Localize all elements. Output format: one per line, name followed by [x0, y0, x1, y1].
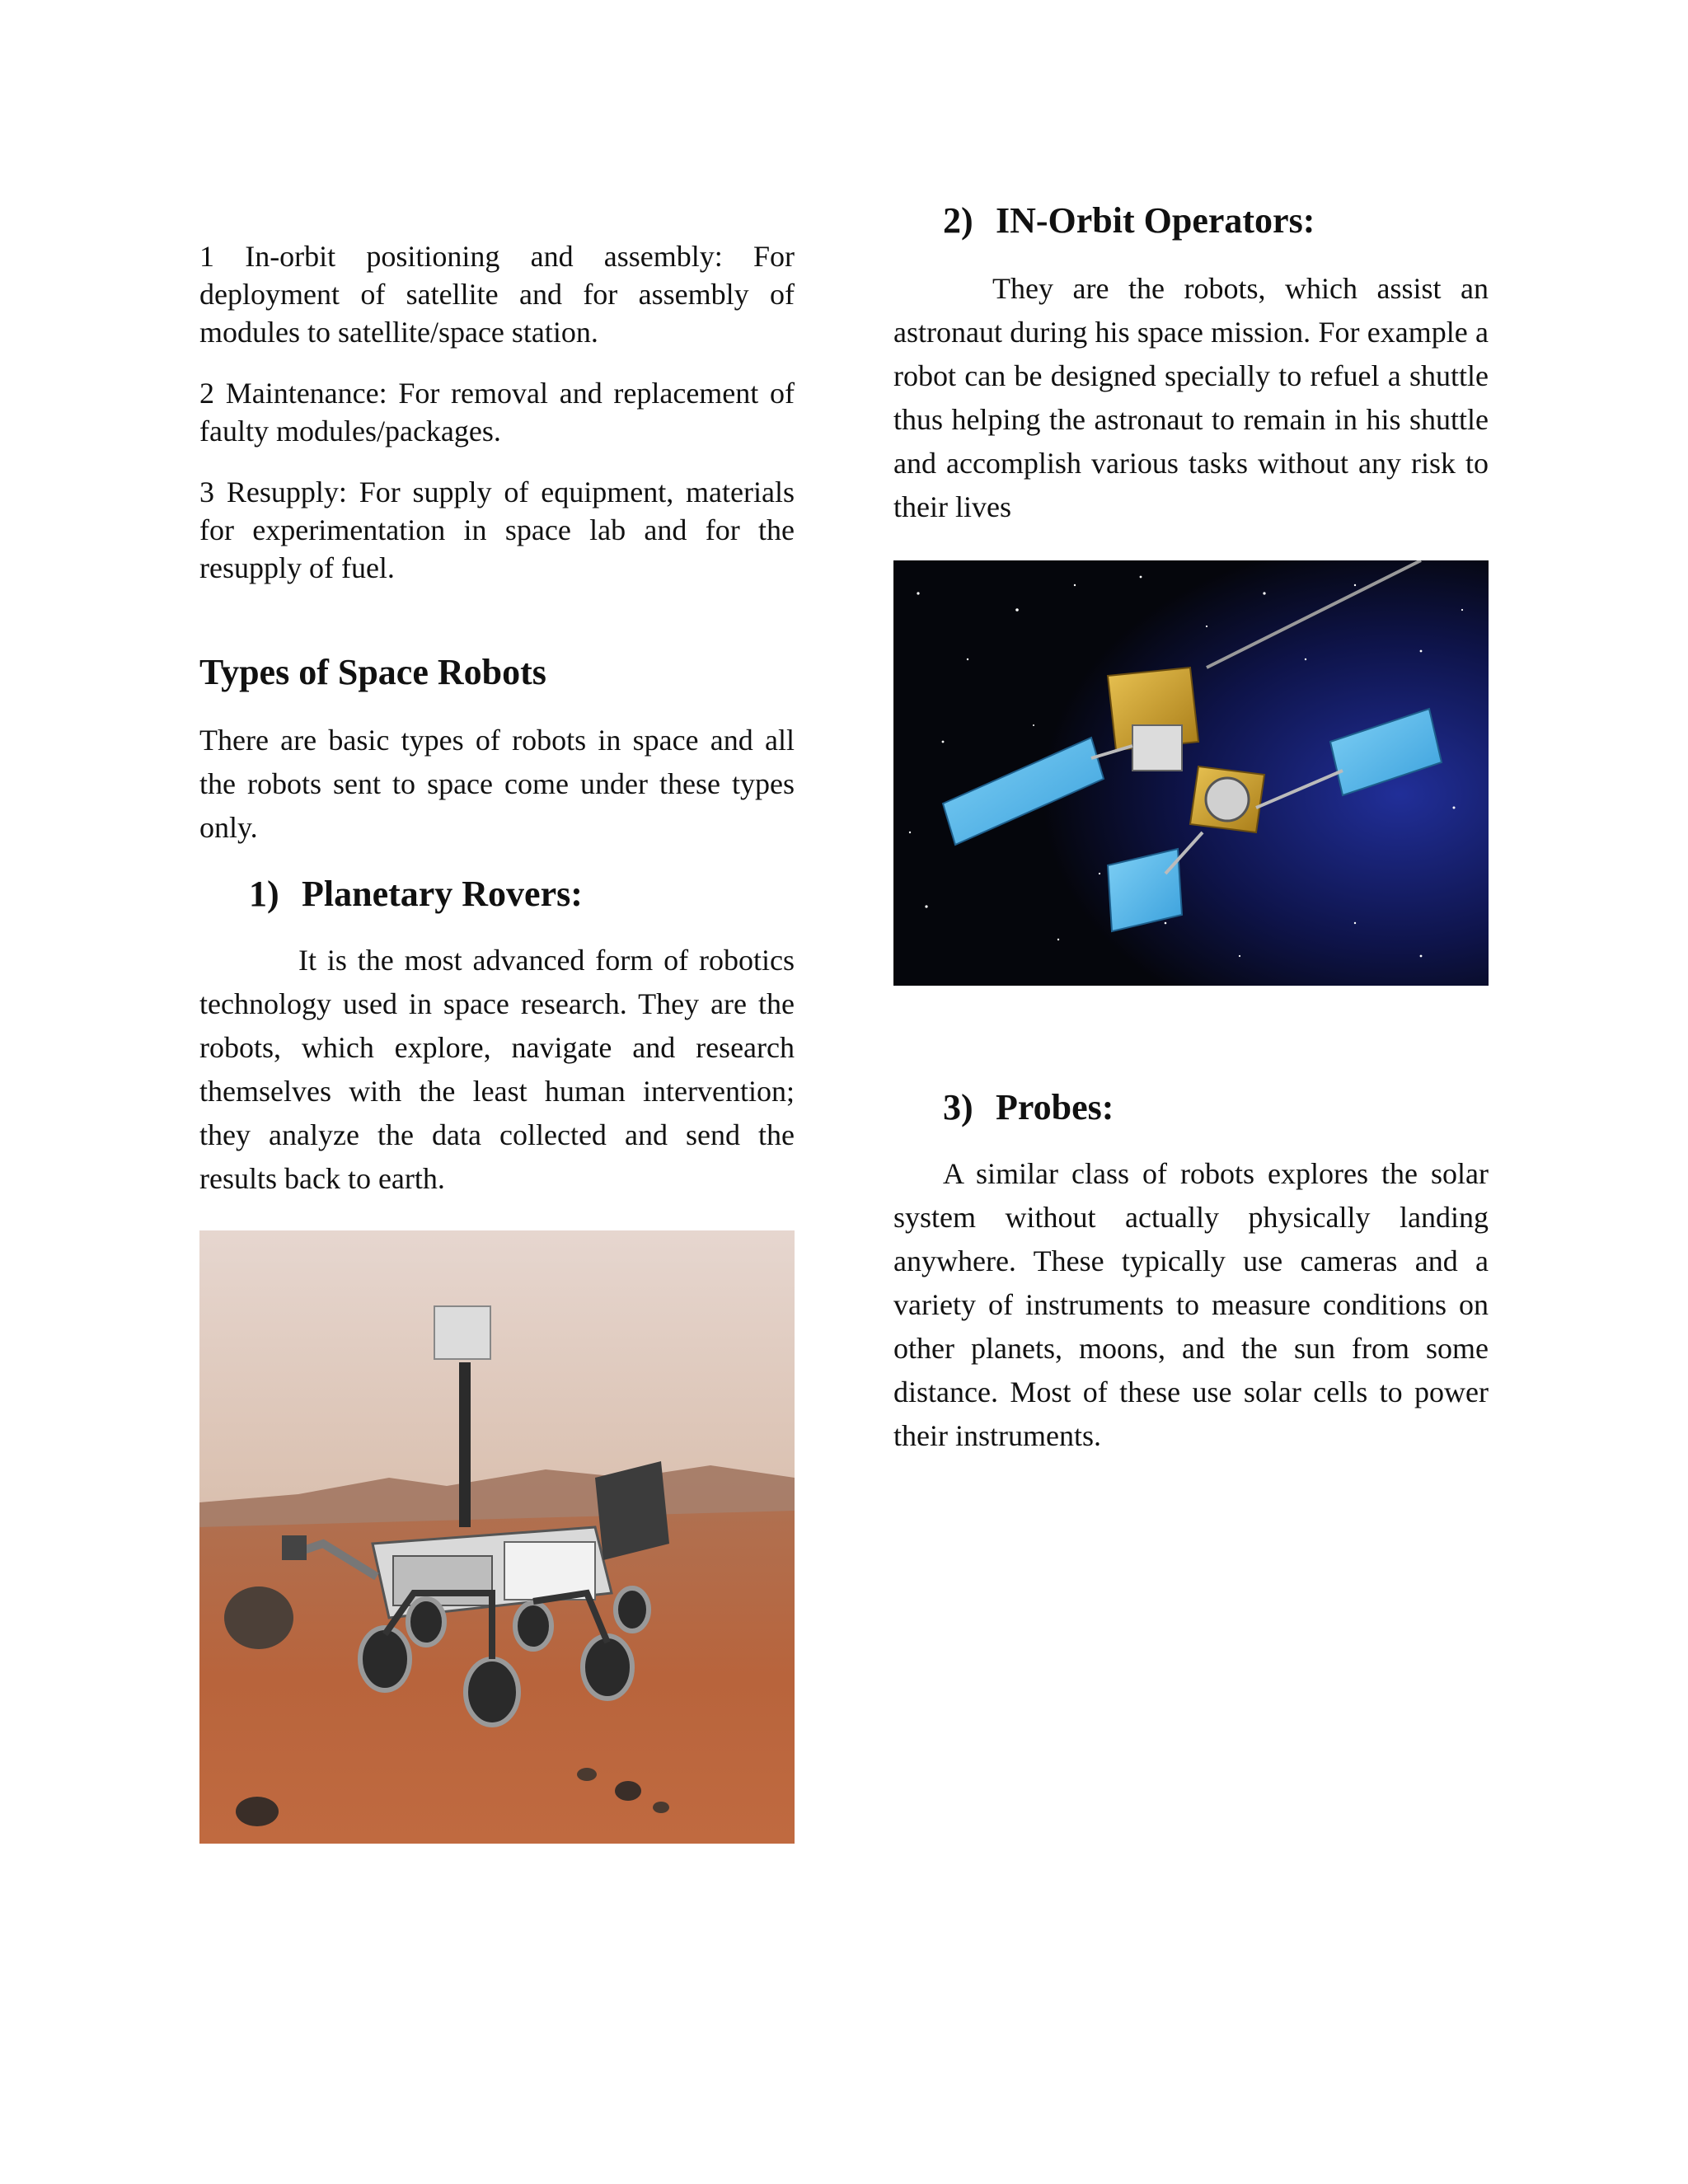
subheading-number: 1) [249, 874, 279, 914]
subheading-in-orbit-operators [943, 198, 1489, 244]
subheading-title: IN-Orbit Operators: [996, 200, 1315, 241]
subheading-number: 3) [943, 1087, 973, 1127]
list-item-resupply: 3 Resupply: For supply of equipment, materials for experimentation in space lab and for the resupply of fuel. [199, 476, 795, 584]
left-column [199, 237, 795, 1844]
list-item-assembly: 1 In-orbit positioning and assembly: For deployment of satellite and for assembly of modules to satellite/space station. [199, 240, 795, 349]
types-intro-paragraph: There are basic types of robots in space and all the robots sent to space come under these types only. [199, 724, 795, 844]
subheading-title: Planetary Rovers: [302, 874, 583, 914]
subheading-probes [943, 1085, 1489, 1131]
satellite-servicing-image [893, 560, 1489, 986]
subheading-number: 2) [943, 200, 973, 241]
subheading-title: Probes: [996, 1087, 1114, 1127]
section-heading-types: Types of Space Robots [199, 652, 546, 692]
mars-rover-illustration [199, 1230, 795, 1844]
right-column [893, 198, 1489, 1458]
probes-paragraph: A similar class of robots explores the solar system without actually physically landing anywhere. These typically use cameras and a variety of instruments to measure conditions on other planets, moons, and the sun from some distance. Most of these use solar cells to power their instruments. [893, 1157, 1489, 1452]
list-item-maintenance: 2 Maintenance: For removal and replacement of faulty modules/packages. [199, 377, 795, 448]
subheading-planetary-rovers [249, 871, 795, 917]
rovers-paragraph: It is the most advanced form of robotics technology used in space research. They are the robots, which explore, navigate and research themselves with the least human intervention; they analyze the data collected and send the results back to earth. [199, 944, 795, 1195]
satellite-illustration [893, 560, 1489, 986]
mars-rover-image [199, 1230, 795, 1844]
operators-paragraph: They are the robots, which assist an astronaut during his space mission. For example a robot can be designed specially to refuel a shuttle thus helping the astronaut to remain in his shuttle and accomplish various tasks without any risk to their lives [893, 272, 1489, 523]
